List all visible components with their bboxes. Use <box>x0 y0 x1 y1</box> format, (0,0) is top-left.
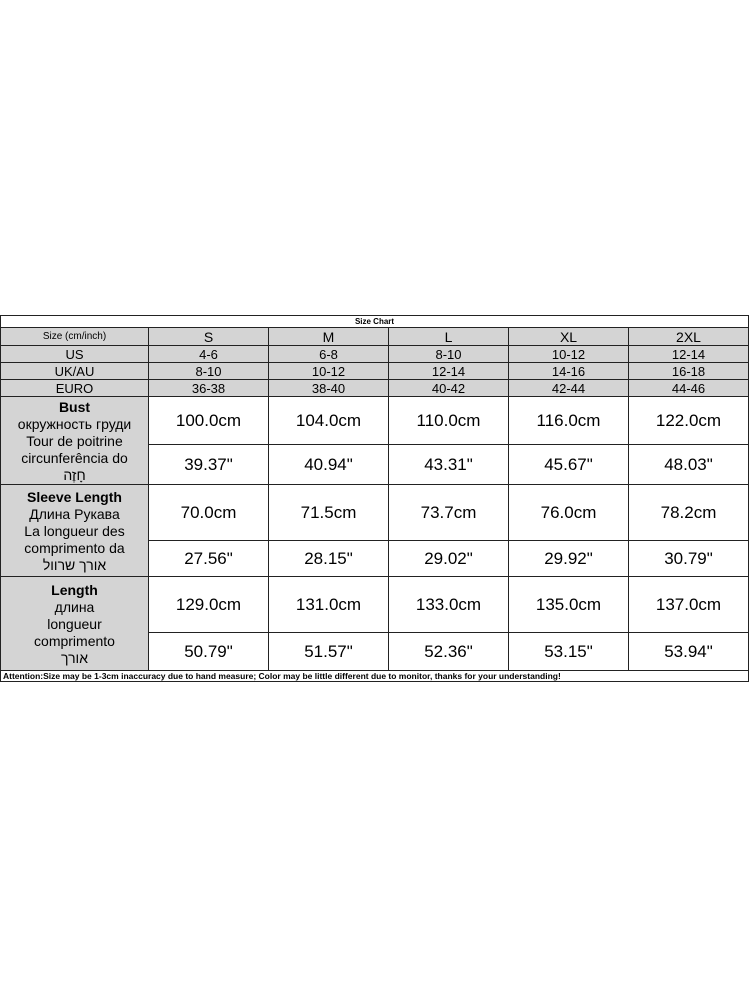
sleeve-cm-row <box>1 485 749 541</box>
measurement-label-pt: comprimento <box>34 632 115 649</box>
size-header-s: S <box>149 328 269 346</box>
cm-value: 73.7cm <box>389 485 509 541</box>
cm-value: 131.0cm <box>269 577 389 633</box>
sleeve-label-cell <box>1 485 149 577</box>
region-row-uk-au <box>1 363 749 380</box>
length-label-cell <box>1 577 149 671</box>
cm-value: 122.0cm <box>629 397 749 445</box>
region-value: 40-42 <box>389 380 509 397</box>
size-chart <box>0 315 748 682</box>
measurement-label-primary: Sleeve Length <box>27 488 122 505</box>
inch-value: 40.94" <box>269 445 389 485</box>
region-value: 10-12 <box>509 346 629 363</box>
region-value: 12-14 <box>389 363 509 380</box>
region-label: US <box>1 346 149 363</box>
inch-value: 50.79" <box>149 633 269 671</box>
inch-value: 39.37" <box>149 445 269 485</box>
inch-value: 29.92" <box>509 541 629 577</box>
header-row <box>1 328 749 346</box>
region-value: 38-40 <box>269 380 389 397</box>
region-value: 12-14 <box>629 346 749 363</box>
size-header-l: L <box>389 328 509 346</box>
region-value: 44-46 <box>629 380 749 397</box>
region-value: 42-44 <box>509 380 629 397</box>
region-label: EURO <box>1 380 149 397</box>
measurement-label-primary: Length <box>51 581 98 598</box>
measurement-label-fr: longueur <box>47 615 102 632</box>
bust-label-cell <box>1 397 149 485</box>
measurement-label-pt: circunferência do <box>21 449 128 466</box>
bust-cm-row <box>1 397 749 445</box>
inch-value: 48.03" <box>629 445 749 485</box>
cm-value: 116.0cm <box>509 397 629 445</box>
region-row-us <box>1 346 749 363</box>
region-value: 14-16 <box>509 363 629 380</box>
measurement-label-he: חָזֶה <box>63 466 86 483</box>
measurement-label-pt: comprimento da <box>24 539 125 556</box>
measurement-label-ru: окружность груди <box>17 415 132 432</box>
size-header-2xl: 2XL <box>629 328 749 346</box>
region-value: 36-38 <box>149 380 269 397</box>
measurement-label-primary: Bust <box>58 398 91 415</box>
cm-value: 76.0cm <box>509 485 629 541</box>
chart-title: Size Chart <box>1 316 749 328</box>
cm-value: 100.0cm <box>149 397 269 445</box>
region-value: 8-10 <box>149 363 269 380</box>
size-chart-table <box>0 315 749 682</box>
region-value: 6-8 <box>269 346 389 363</box>
inch-value: 30.79" <box>629 541 749 577</box>
cm-value: 137.0cm <box>629 577 749 633</box>
measurement-label-ru: Длина Рукава <box>29 505 120 522</box>
region-value: 4-6 <box>149 346 269 363</box>
inch-value: 28.15" <box>269 541 389 577</box>
measurement-label-fr: La longueur des <box>24 522 125 539</box>
cm-value: 129.0cm <box>149 577 269 633</box>
region-value: 16-18 <box>629 363 749 380</box>
measurement-label-he: אורך שרוול <box>42 556 107 573</box>
size-header-xl: XL <box>509 328 629 346</box>
cm-value: 104.0cm <box>269 397 389 445</box>
measurement-label-he: אורך <box>61 649 88 666</box>
inch-value: 52.36" <box>389 633 509 671</box>
cm-value: 110.0cm <box>389 397 509 445</box>
region-value: 10-12 <box>269 363 389 380</box>
cm-value: 70.0cm <box>149 485 269 541</box>
cm-value: 71.5cm <box>269 485 389 541</box>
inch-value: 29.02" <box>389 541 509 577</box>
cm-value: 135.0cm <box>509 577 629 633</box>
attention-note: Attention:Size may be 1-3cm inaccuracy due to hand measure; Color may be little different due to monitor, thanks for your understanding! <box>1 671 749 682</box>
region-label: UK/AU <box>1 363 149 380</box>
region-value: 8-10 <box>389 346 509 363</box>
cm-value: 133.0cm <box>389 577 509 633</box>
cm-value: 78.2cm <box>629 485 749 541</box>
region-row-euro <box>1 380 749 397</box>
inch-value: 53.94" <box>629 633 749 671</box>
measurement-label-ru: длина <box>54 598 95 615</box>
header-label: Size (cm/inch) <box>1 328 149 346</box>
inch-value: 45.67" <box>509 445 629 485</box>
inch-value: 27.56" <box>149 541 269 577</box>
note-row <box>1 671 749 682</box>
inch-value: 51.57" <box>269 633 389 671</box>
length-cm-row <box>1 577 749 633</box>
title-row <box>1 316 749 328</box>
measurement-label-fr: Tour de poitrine <box>26 432 123 449</box>
size-header-m: M <box>269 328 389 346</box>
inch-value: 43.31" <box>389 445 509 485</box>
inch-value: 53.15" <box>509 633 629 671</box>
